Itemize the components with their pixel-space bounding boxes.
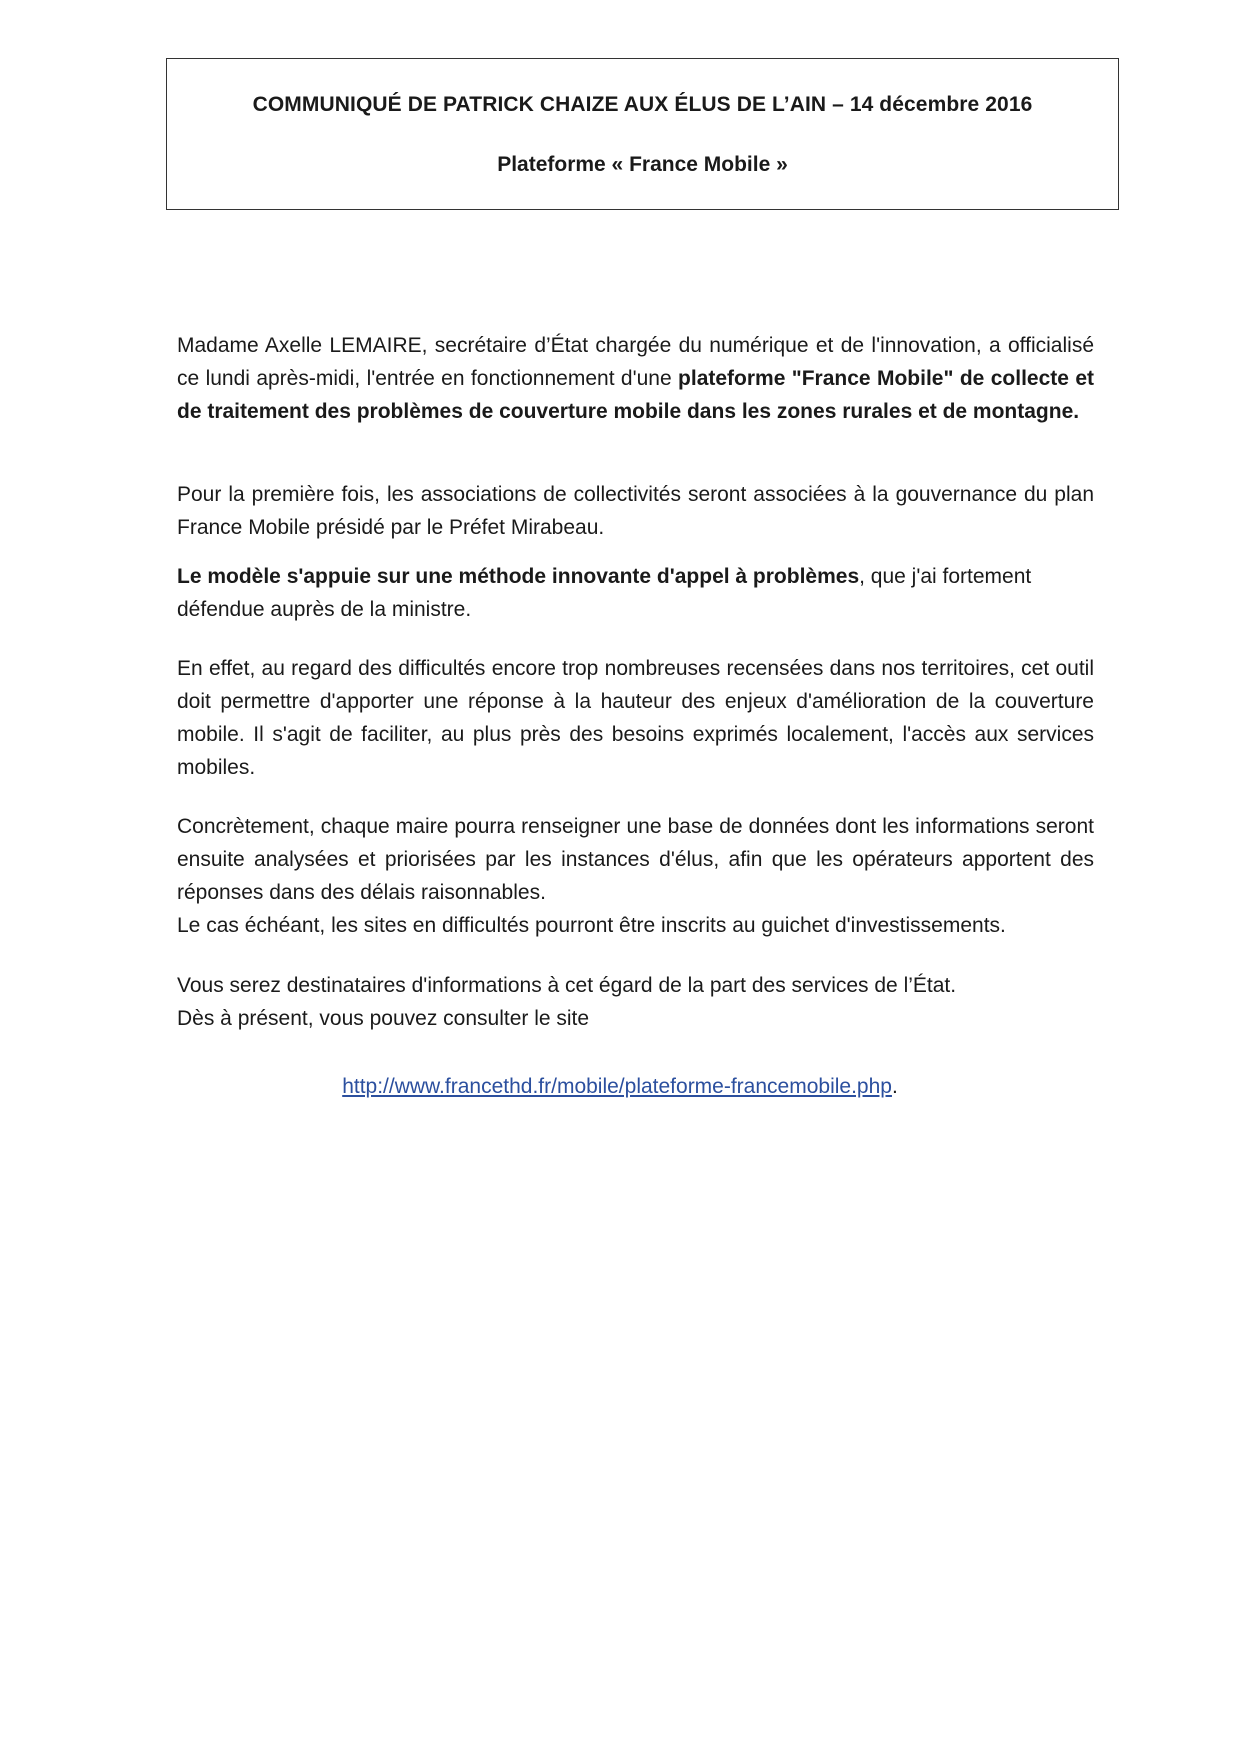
paragraph-3 — [177, 560, 1094, 626]
paragraph-1-emphasis: plateforme "France Mobile" de collecte et de traitement des problèmes de couverture mobile dans les zones rurales et de montagne. — [177, 367, 1094, 423]
paragraph-6-prompt: Dès à présent, vous pouvez consulter le site — [177, 1007, 590, 1030]
paragraph-2 — [177, 478, 1094, 544]
page-title: COMMUNIQUÉ DE PATRICK CHAIZE AUX ÉLUS DE L’AIN – 14 décembre 2016 — [252, 93, 1033, 116]
paragraph-1 — [177, 329, 1094, 428]
website-link[interactable]: http://www.francethd.fr/mobile/plateforme-francemobile.php — [342, 1075, 892, 1098]
paragraph-4 — [177, 652, 1094, 784]
header-box — [166, 58, 1119, 210]
link-period: . — [891, 1075, 898, 1098]
paragraph-3-text — [177, 560, 1094, 626]
paragraph-6-text: Vous serez destinataires d'informations à cet égard de la part des services de l’État. — [177, 974, 957, 997]
website-link-line — [0, 1070, 1240, 1103]
paragraph-3-emphasis: Le modèle s'appuie sur une méthode innovante d'appel à problèmes — [177, 565, 860, 588]
paragraph-1-intro: Madame Axelle LEMAIRE, secrétaire d’État chargée du numérique et de l'innovation, a officialisé ce lundi après-midi, l'entrée en fonctionnement d'une — [177, 334, 1094, 390]
paragraph-5 — [177, 810, 1094, 942]
paragraph-5-text: Concrètement, chaque maire pourra renseigner une base de données dont les informations seront ensuite analysées et priorisées par les instances d'élus, afin que les opérateurs apportent des réponses dans des délais raisonnables. — [177, 815, 1094, 904]
paragraph-4-text: En effet, au regard des difficultés encore trop nombreuses recensées dans nos territoires, cet outil doit permettre d'apporter une réponse à la hauteur des enjeux d'amélioration de la couverture mobile. Il s'agit de faciliter, au plus près des besoins exprimés localement, l'accès aux services mobiles. — [177, 657, 1094, 779]
paragraph-3-rest: , que j'ai fortement défendue auprès de la ministre. — [177, 565, 1032, 621]
paragraph-5-note: Le cas échéant, les sites en difficultés pourront être inscrits au guichet d'investissements. — [177, 914, 1006, 937]
paragraph-1-text — [177, 329, 1094, 428]
page-subtitle: Plateforme « France Mobile » — [497, 153, 788, 176]
paragraph-2-text: Pour la première fois, les associations de collectivités seront associées à la gouvernance du plan France Mobile présidé par le Préfet Mirabeau. — [177, 483, 1094, 539]
paragraph-6 — [177, 969, 1094, 1035]
